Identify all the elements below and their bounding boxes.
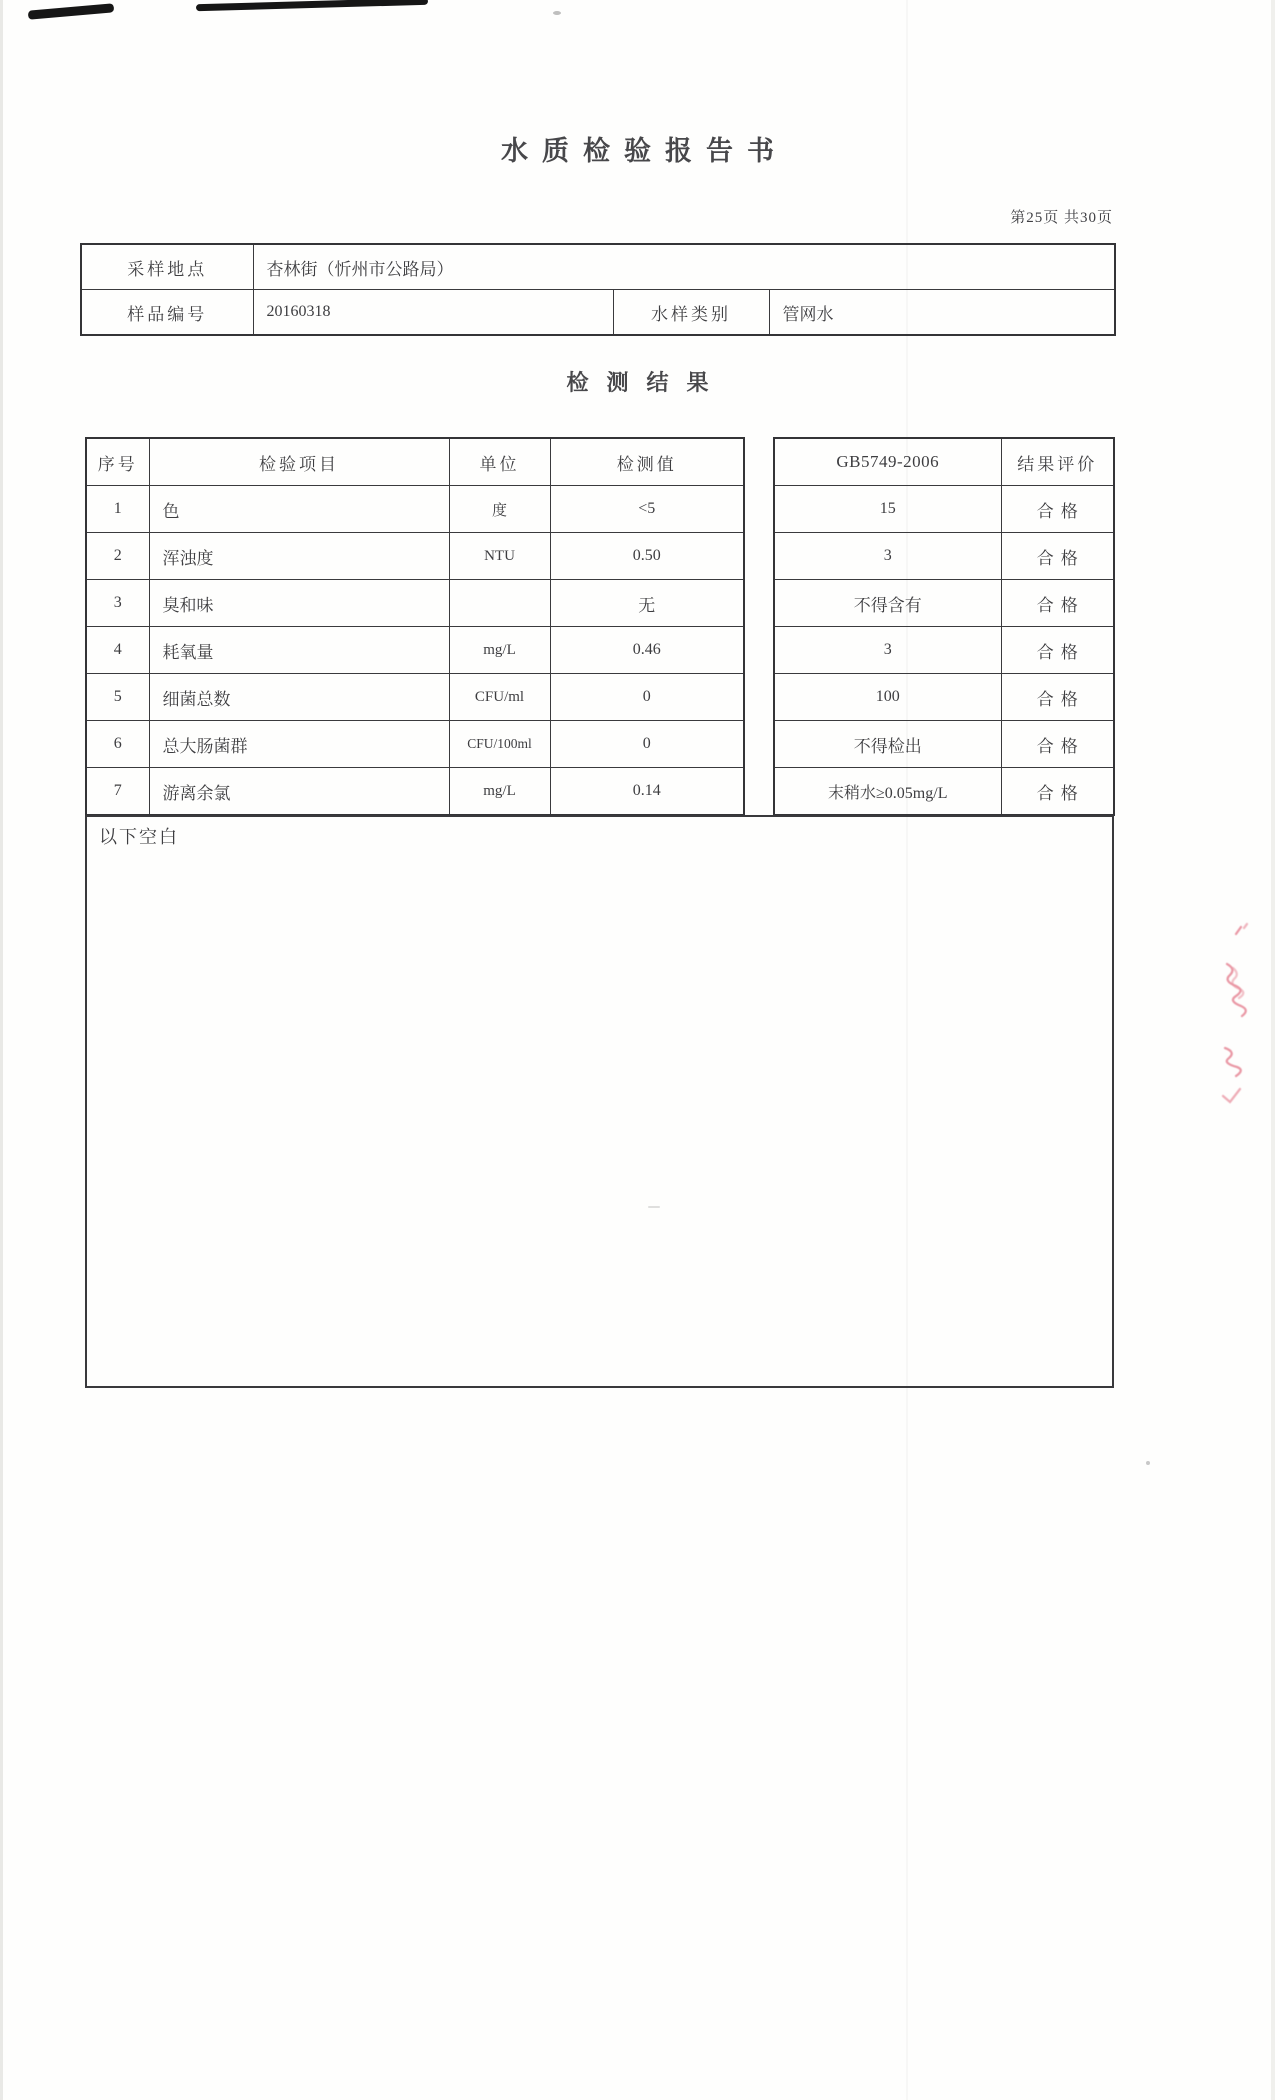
sample-info-table [80, 243, 1116, 336]
sampling-location-value: 杏林街（忻州市公路局） [253, 244, 1115, 290]
table-row [86, 721, 744, 768]
row-item: 总大肠菌群 [149, 721, 449, 768]
row-unit: NTU [449, 533, 550, 580]
row-evaluation: 合格 [1001, 486, 1114, 533]
sample-number-label: 样品编号 [81, 290, 253, 336]
row-value: 0 [550, 721, 744, 768]
row-item: 臭和味 [149, 580, 449, 627]
row-standard: 末稍水≥0.05mg/L [774, 768, 1001, 816]
row-item: 耗氧量 [149, 627, 449, 674]
scan-edge-shadow-left [0, 0, 3, 2100]
row-index: 5 [86, 674, 149, 721]
row-index: 6 [86, 721, 149, 768]
row-evaluation: 合格 [1001, 768, 1114, 816]
page-number-indicator: 第25页 共30页 [1010, 210, 1113, 226]
table-row [86, 768, 744, 816]
row-value: 0.14 [550, 768, 744, 816]
row-index: 1 [86, 486, 149, 533]
row-unit: mg/L [449, 627, 550, 674]
table-row [86, 627, 744, 674]
row-value: 0.50 [550, 533, 744, 580]
table-row [774, 627, 1114, 674]
col-header-standard: GB5749-2006 [774, 438, 1001, 486]
row-index: 2 [86, 533, 149, 580]
row-evaluation: 合格 [1001, 627, 1114, 674]
row-index: 3 [86, 580, 149, 627]
row-standard: 15 [774, 486, 1001, 533]
col-header-value: 检测值 [550, 438, 744, 486]
water-type-label: 水样类别 [613, 290, 769, 336]
sampling-location-label: 采样地点 [81, 244, 253, 290]
scan-edge-shadow-right [1271, 0, 1275, 2100]
row-unit [449, 580, 550, 627]
sample-info-row-number [81, 290, 1115, 336]
row-index: 4 [86, 627, 149, 674]
row-standard: 不得含有 [774, 580, 1001, 627]
row-standard: 3 [774, 533, 1001, 580]
row-standard: 3 [774, 627, 1001, 674]
row-evaluation: 合格 [1001, 674, 1114, 721]
table-row [774, 768, 1114, 816]
table-row [774, 533, 1114, 580]
table-row [86, 580, 744, 627]
row-item: 游离余氯 [149, 768, 449, 816]
row-item: 浑浊度 [149, 533, 449, 580]
water-type-value: 管网水 [769, 290, 1115, 336]
sample-number-value: 20160318 [253, 290, 613, 336]
table-row [774, 580, 1114, 627]
scan-artifact [1146, 1461, 1150, 1465]
red-ink-bleedthrough-marks [1212, 918, 1252, 1128]
row-unit: CFU/100ml [449, 721, 550, 768]
col-header-unit: 单位 [449, 438, 550, 486]
row-value: 0.46 [550, 627, 744, 674]
table-row [86, 674, 744, 721]
row-evaluation: 合格 [1001, 533, 1114, 580]
scan-artifact [553, 11, 561, 15]
table-row [774, 486, 1114, 533]
sample-info-row-location [81, 244, 1115, 290]
results-header-row [86, 438, 744, 486]
row-standard: 不得检出 [774, 721, 1001, 768]
table-row [86, 486, 744, 533]
row-value: <5 [550, 486, 744, 533]
table-row [86, 533, 744, 580]
document-title: 水质检验报告书 [501, 136, 788, 166]
section-title: 检测结果 [566, 370, 727, 395]
row-standard: 100 [774, 674, 1001, 721]
row-value: 无 [550, 580, 744, 627]
row-item: 色 [149, 486, 449, 533]
col-header-evaluation: 结果评价 [1001, 438, 1114, 486]
row-unit: 度 [449, 486, 550, 533]
results-table-right [773, 437, 1115, 816]
row-value: 0 [550, 674, 744, 721]
row-evaluation: 合格 [1001, 721, 1114, 768]
scan-artifact [196, 0, 428, 11]
scan-artifact [28, 3, 114, 19]
results-header-row [774, 438, 1114, 486]
blank-area-label: 以下空白 [99, 827, 179, 847]
row-item: 细菌总数 [149, 674, 449, 721]
row-index: 7 [86, 768, 149, 816]
col-header-item: 检验项目 [149, 438, 449, 486]
row-unit: CFU/ml [449, 674, 550, 721]
results-table-left [85, 437, 745, 816]
blank-area-box [85, 815, 1114, 1388]
row-evaluation: 合格 [1001, 580, 1114, 627]
table-row [774, 721, 1114, 768]
col-header-index: 序号 [86, 438, 149, 486]
table-row [774, 674, 1114, 721]
row-unit: mg/L [449, 768, 550, 816]
